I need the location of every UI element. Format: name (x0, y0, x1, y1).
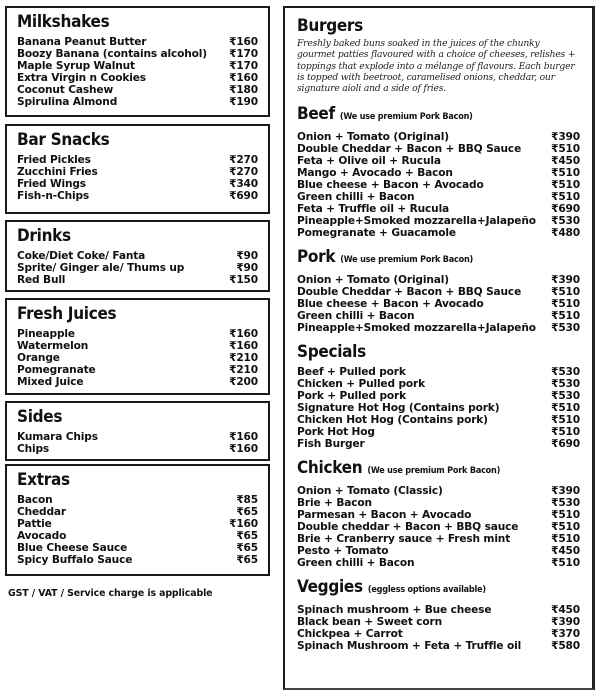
section-title (297, 577, 580, 600)
menu-item-feta-truffle-oil-rucula (297, 203, 580, 215)
item-name: Green chilli + Bacon (297, 191, 415, 204)
item-name: Onion + Tomato (Original) (297, 274, 449, 287)
menu-item-brie-cranberry-sauce-fresh-mint (297, 533, 580, 545)
item-name: Green chilli + Bacon (297, 557, 415, 570)
menu-section-extras (5, 464, 270, 576)
item-name: Spirulina Almond (17, 96, 118, 108)
item-name: Fried Wings (17, 178, 86, 190)
menu-item-orange (17, 352, 258, 364)
item-name: Fish Burger (297, 438, 365, 451)
item-name: Beef + Pulled pork (297, 366, 406, 379)
menu-item-bacon (17, 494, 258, 506)
menu-section-sides (5, 401, 270, 461)
item-name: Chips (17, 443, 50, 455)
burger-section-specials (297, 342, 580, 450)
item-price: ₹160 (229, 328, 258, 340)
item-price: ₹690 (551, 203, 580, 216)
item-name: Chicken Hot Hog (Contains pork) (297, 414, 488, 427)
section-title: Extras (17, 470, 70, 490)
item-name: Fried Pickles (17, 154, 91, 166)
menu-item-chicken-pulled-pork (297, 378, 580, 390)
menu-item-onion-tomato-original (297, 274, 580, 286)
item-name: Double Cheddar + Bacon + BBQ Sauce (297, 286, 522, 299)
section-title (297, 458, 580, 481)
menu-item-boozy-banana-contains-alcohol (17, 48, 258, 60)
item-name: Red Bull (17, 274, 66, 286)
item-name: Onion + Tomato (Classic) (297, 485, 443, 498)
menu-item-maple-syrup-walnut (17, 60, 258, 72)
item-name: Signature Hot Hog (Contains pork) (297, 402, 500, 415)
item-price: ₹200 (229, 376, 258, 388)
menu-item-mango-avocado-bacon (297, 167, 580, 179)
section-title: Fresh Juices (17, 304, 117, 324)
item-name: Spinach Mushroom + Feta + Truffle oil (297, 640, 522, 653)
item-price: ₹510 (551, 298, 580, 311)
item-name: Zucchini Fries (17, 166, 98, 178)
item-name: Pineapple+Smoked mozzarella+Jalapeño (297, 215, 536, 228)
item-price: ₹530 (551, 215, 580, 228)
item-price: ₹150 (229, 274, 258, 286)
item-price: ₹390 (551, 485, 580, 498)
item-price: ₹210 (229, 364, 258, 376)
item-name: Brie + Cranberry sauce + Fresh mint (297, 533, 511, 546)
menu-item-blue-cheese-bacon-avocado (297, 179, 580, 191)
item-price: ₹450 (551, 545, 580, 558)
item-price: ₹530 (551, 497, 580, 510)
section-title (297, 247, 580, 270)
section-title (297, 104, 580, 127)
item-name: Mango + Avocado + Bacon (297, 167, 453, 180)
item-price: ₹65 (236, 530, 258, 542)
item-price: ₹510 (551, 310, 580, 323)
menu-item-pineapple-smoked-mozzarella-jalape-o (297, 322, 580, 334)
item-price: ₹160 (229, 72, 258, 84)
item-price: ₹510 (551, 414, 580, 427)
menu-item-feta-olive-oil-rucula (297, 155, 580, 167)
item-price: ₹180 (229, 84, 258, 96)
item-price: ₹510 (551, 402, 580, 415)
item-price: ₹510 (551, 167, 580, 180)
item-name: Banana Peanut Butter (17, 36, 147, 48)
menu-item-extra-virgin-n-cookies (17, 72, 258, 84)
menu-item-chickpea-carrot (297, 628, 580, 640)
item-price: ₹190 (229, 96, 258, 108)
item-price: ₹510 (551, 191, 580, 204)
item-price: ₹510 (551, 286, 580, 299)
menu-item-fish-n-chips (17, 190, 258, 202)
menu-section-bar-snacks (5, 124, 270, 214)
menu-item-sprite-ginger-ale-thums-up (17, 262, 258, 274)
item-price: ₹160 (229, 518, 258, 530)
menu-item-fried-pickles (17, 154, 258, 166)
menu-item-parmesan-bacon-avocado (297, 509, 580, 521)
menu-item-cheddar (17, 506, 258, 518)
menu-item-coke-diet-coke-fanta (17, 250, 258, 262)
menu-item-pomegranate (17, 364, 258, 376)
item-price: ₹90 (236, 250, 258, 262)
menu-item-kumara-chips (17, 431, 258, 443)
item-name: Cheddar (17, 506, 66, 518)
item-price: ₹450 (551, 155, 580, 168)
item-price: ₹690 (551, 438, 580, 451)
item-price: ₹510 (551, 179, 580, 192)
item-name: Pork Hot Hog (297, 426, 375, 439)
item-price: ₹85 (236, 494, 258, 506)
menu-item-pineapple-smoked-mozzarella-jalape-o (297, 215, 580, 227)
item-name: Watermelon (17, 340, 89, 352)
menu-item-pork-pulled-pork (297, 390, 580, 402)
item-price: ₹390 (551, 616, 580, 629)
item-name: Spinach mushroom + Bue cheese (297, 604, 492, 617)
menu-item-black-bean-sweet-corn (297, 616, 580, 628)
menu-item-spinach-mushroom-bue-cheese (297, 604, 580, 616)
burger-section-veggies (297, 577, 580, 652)
item-name: Double Cheddar + Bacon + BBQ Sauce (297, 143, 522, 156)
item-name: Chicken + Pulled pork (297, 378, 425, 391)
item-price: ₹390 (551, 131, 580, 144)
item-name: Pesto + Tomato (297, 545, 389, 558)
item-price: ₹510 (551, 521, 580, 534)
item-price: ₹160 (229, 36, 258, 48)
item-price: ₹340 (229, 178, 258, 190)
burger-subsections (297, 104, 580, 652)
item-name: Double cheddar + Bacon + BBQ sauce (297, 521, 519, 534)
item-price: ₹580 (551, 640, 580, 653)
burger-section-chicken (297, 458, 580, 569)
menu-item-pomegranate-guacamole (297, 227, 580, 239)
item-name: Spicy Buffalo Sauce (17, 554, 133, 566)
item-name: Orange (17, 352, 60, 364)
menu-item-spirulina-almond (17, 96, 258, 108)
burger-section-beef (297, 104, 580, 239)
menu-item-zucchini-fries (17, 166, 258, 178)
item-name: Pomegranate (17, 364, 96, 376)
item-name: Blue cheese + Bacon + Avocado (297, 298, 484, 311)
item-price: ₹510 (551, 509, 580, 522)
item-price: ₹160 (229, 443, 258, 455)
menu-item-beef-pulled-pork (297, 366, 580, 378)
menu-item-pesto-tomato (297, 545, 580, 557)
item-price: ₹170 (229, 48, 258, 60)
menu-item-watermelon (17, 340, 258, 352)
item-name: Brie + Bacon (297, 497, 372, 510)
menu-item-avocado (17, 530, 258, 542)
section-note: (eggless options available) (367, 585, 486, 596)
menu-item-double-cheddar-bacon-bbq-sauce (297, 286, 580, 298)
item-price: ₹450 (551, 604, 580, 617)
menu-item-blue-cheese-bacon-avocado (297, 298, 580, 310)
menu-section-fresh-juices (5, 298, 270, 395)
section-title: Bar Snacks (17, 130, 110, 150)
menu-item-double-cheddar-bacon-bbq-sauce (297, 143, 580, 155)
item-price: ₹170 (229, 60, 258, 72)
item-name: Blue cheese + Bacon + Avocado (297, 179, 484, 192)
item-price: ₹530 (551, 378, 580, 391)
item-name: Pattie (17, 518, 52, 530)
menu-item-spinach-mushroom-feta-truffle-oil (297, 640, 580, 652)
burgers-description: Freshly baked buns soaked in the juices of the chunky gourmet patties flavoured with a choice of cheeses, relishes + toppings that explode into a mélange of flavours. Each burger is topped with beetroot, caramelised onions, cheddar, our signature aioli and a side of fries. (297, 38, 576, 95)
section-title: Sides (17, 407, 63, 427)
item-price: ₹270 (229, 154, 258, 166)
item-name: Feta + Truffle oil + Rucula (297, 203, 450, 216)
item-name: Feta + Olive oil + Rucula (297, 155, 441, 168)
item-name: Maple Syrup Walnut (17, 60, 135, 72)
item-name: Pomegranate + Guacamole (297, 227, 456, 240)
menu-item-coconut-cashew (17, 84, 258, 96)
menu-item-mixed-juice (17, 376, 258, 388)
item-price: ₹530 (551, 322, 580, 335)
section-title (297, 342, 580, 362)
item-name: Pineapple+Smoked mozzarella+Jalapeño (297, 322, 536, 335)
item-price: ₹160 (229, 431, 258, 443)
menu-item-pattie (17, 518, 258, 530)
item-name: Mixed Juice (17, 376, 84, 388)
item-price: ₹65 (236, 506, 258, 518)
section-title: Drinks (17, 226, 71, 246)
item-name: Parmesan + Bacon + Avocado (297, 509, 472, 522)
item-name: Fish-n-Chips (17, 190, 90, 202)
menu-section-burgers (283, 6, 595, 690)
menu-item-signature-hot-hog-contains-pork (297, 402, 580, 414)
section-title-text: Veggies (297, 577, 363, 598)
section-note: (We use premium Pork Bacon) (339, 112, 473, 123)
menu-item-blue-cheese-sauce (17, 542, 258, 554)
item-price: ₹270 (229, 166, 258, 178)
item-name: Bacon (17, 494, 53, 506)
section-title: Milkshakes (17, 12, 110, 32)
section-title-text: Chicken (297, 458, 363, 479)
item-price: ₹510 (551, 426, 580, 439)
tax-note: GST / VAT / Service charge is applicable (8, 588, 213, 599)
item-name: Pineapple (17, 328, 75, 340)
item-price: ₹510 (551, 143, 580, 156)
item-name: Onion + Tomato (Original) (297, 131, 449, 144)
menu-item-pork-hot-hog (297, 426, 580, 438)
item-price: ₹530 (551, 366, 580, 379)
item-price: ₹530 (551, 390, 580, 403)
menu-item-fried-wings (17, 178, 258, 190)
section-title: Burgers (297, 16, 363, 36)
menu-item-green-chilli-bacon (297, 191, 580, 203)
menu-item-double-cheddar-bacon-bbq-sauce (297, 521, 580, 533)
menu-item-chicken-hot-hog-contains-pork (297, 414, 580, 426)
menu-section-milkshakes (5, 6, 270, 117)
item-name: Extra Virgin n Cookies (17, 72, 146, 84)
menu-item-spicy-buffalo-sauce (17, 554, 258, 566)
item-name: Blue Cheese Sauce (17, 542, 128, 554)
menu-item-green-chilli-bacon (297, 557, 580, 569)
item-name: Black bean + Sweet corn (297, 616, 442, 629)
item-price: ₹690 (229, 190, 258, 202)
section-note: (We use premium Pork Bacon) (340, 255, 474, 266)
section-title-text: Beef (297, 104, 335, 125)
item-name: Boozy Banana (contains alcohol) (17, 48, 207, 60)
menu-item-onion-tomato-classic (297, 485, 580, 497)
item-name: Avocado (17, 530, 67, 542)
item-price: ₹210 (229, 352, 258, 364)
menu-item-pineapple (17, 328, 258, 340)
item-name: Coconut Cashew (17, 84, 114, 96)
menu-item-brie-bacon (297, 497, 580, 509)
menu-item-green-chilli-bacon (297, 310, 580, 322)
section-title-text: Pork (297, 247, 336, 268)
item-price: ₹390 (551, 274, 580, 287)
menu-section-drinks (5, 220, 270, 292)
item-price: ₹510 (551, 533, 580, 546)
burger-section-pork (297, 247, 580, 334)
item-name: Pork + Pulled pork (297, 390, 407, 403)
item-name: Coke/Diet Coke/ Fanta (17, 250, 146, 262)
item-price: ₹370 (551, 628, 580, 641)
section-note: (We use premium Pork Bacon) (367, 466, 501, 477)
item-name: Chickpea + Carrot (297, 628, 403, 641)
item-price: ₹65 (236, 554, 258, 566)
item-price: ₹510 (551, 557, 580, 570)
item-price: ₹65 (236, 542, 258, 554)
menu-item-chips (17, 443, 258, 455)
menu-item-banana-peanut-butter (17, 36, 258, 48)
menu-item-onion-tomato-original (297, 131, 580, 143)
item-name: Green chilli + Bacon (297, 310, 415, 323)
item-price: ₹90 (236, 262, 258, 274)
menu-item-fish-burger (297, 438, 580, 450)
section-title-text: Specials (297, 342, 366, 363)
item-price: ₹480 (551, 227, 580, 240)
item-name: Kumara Chips (17, 431, 98, 443)
menu-item-red-bull (17, 274, 258, 286)
item-price: ₹160 (229, 340, 258, 352)
item-name: Sprite/ Ginger ale/ Thums up (17, 262, 185, 274)
